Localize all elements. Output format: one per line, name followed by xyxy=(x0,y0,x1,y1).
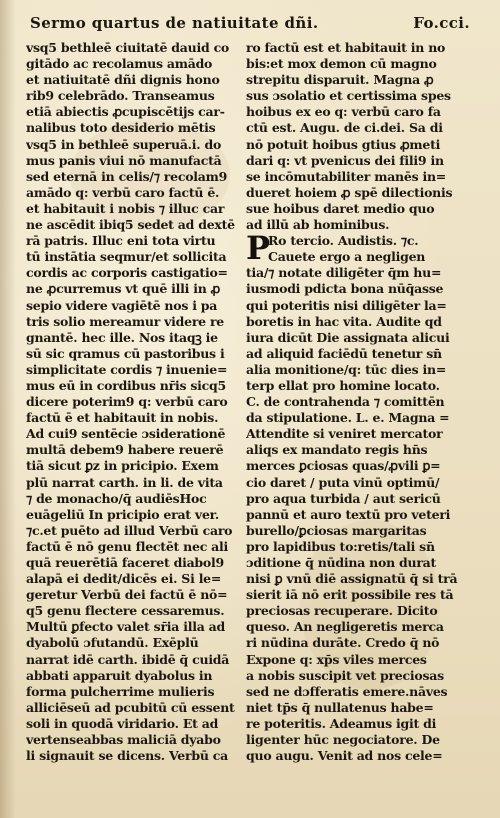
text-line: ri nūdina durāte. Credo q̄ nō xyxy=(246,635,440,651)
text-line: nisi ꝑ vnū diē assignatū q̄ si trā xyxy=(246,571,458,587)
running-head: Sermo quartus de natiuitate dñi. xyxy=(30,14,319,32)
text-line: abbati apparuit dyabolus in xyxy=(26,667,213,683)
text-line: et natiuitatē dñi dignis hono xyxy=(26,72,220,88)
text-line: ne ascēdit ibiq5 sedet ad dextē xyxy=(26,217,235,233)
text-line: Expone q: xp̄s viles merces xyxy=(246,651,427,667)
text-line: mus eū in cordibus nr̄is sicq5 xyxy=(26,377,226,393)
text-line: tris solio mereamur videre re xyxy=(26,313,225,329)
right-text-column xyxy=(246,40,464,796)
text-line-content: Ro tercio. Audistis. ⁊c. xyxy=(268,233,419,249)
folio-number: Fo.cci. xyxy=(413,14,470,32)
text-line: dueret hoiem ꝓ spē dilectionis xyxy=(246,184,453,200)
text-line: sus ɔsolatio et certissima spes xyxy=(246,88,451,104)
text-line: narrat idē carth. ibidē q̄ cuidā xyxy=(26,651,230,667)
text-line: boretis in hac vita. Audite qd xyxy=(246,313,442,329)
text-line: C. de contrahenda ⁊ comittēn xyxy=(246,394,445,410)
text-line: simplicitate cordis ⁊ inuenie= xyxy=(26,361,228,377)
text-line: euāgeliū In pricipio erat ver. xyxy=(26,506,219,522)
text-line: gitādo ac recolamus amādo xyxy=(26,56,213,72)
text-line: sed ne dɔfferatis emere.nāves xyxy=(246,683,448,699)
text-line: rā patris. Illuc eni tota virtu xyxy=(26,233,216,249)
text-line: li signauit se dicens. Verbū ca xyxy=(26,748,228,764)
text-line: aliqs ex mandato regis hn̄s xyxy=(246,442,428,458)
text-line: ne ꝓcurremus vt quē illi in ꝓ xyxy=(26,281,221,297)
text-line: ligenter hūc negociatore. De xyxy=(246,732,440,748)
text-line: vsq5 bethleē ciuitatē dauid co xyxy=(26,40,230,55)
text-line: factū ē et habitauit in nobis. xyxy=(26,410,219,426)
text-line: ad illū ab hominibus. xyxy=(246,217,390,233)
text-line: nō potuit hoibus gtius ꝓmeti xyxy=(246,136,441,152)
text-line: ctū est. Augu. de ci.dei. Sa di xyxy=(246,120,443,136)
text-line: alliciēseū ad pcubitū cū essent xyxy=(26,699,235,715)
text-line: amādo q: verbū caro factū ē. xyxy=(26,184,220,200)
text-line: pro aqua turbida / aut sericū xyxy=(246,490,441,506)
text-line: et habitauit i nobis ⁊ illuc car xyxy=(26,200,225,216)
text-line: quo augu. Venit ad nos cele= xyxy=(246,748,443,764)
text-line: Cauete ergo a negligen xyxy=(268,249,426,265)
text-line: ro factū est et habitauit in no xyxy=(246,40,446,55)
text-line: pro lapidibus to:retis/tali sn̄ xyxy=(246,538,435,554)
text-line: tia/⁊ notate diligēter q̄m hu= xyxy=(246,265,442,281)
text-line: quā reuerētiā faceret diabol9 xyxy=(26,555,224,570)
text-line: rib9 celebrādo. Transeamus xyxy=(26,88,215,104)
text-line: sepio videre vagiētē nos i pa xyxy=(26,297,218,313)
text-line: burello/ꝑciosas margaritas xyxy=(246,522,427,538)
text-line: Ad cui9 sentēcie ɔsiderationē xyxy=(26,426,226,442)
text-line: bis:et mox demon cū magno xyxy=(246,56,437,72)
text-line: sue hoibus daret medio quo xyxy=(246,200,435,216)
text-line: plū narrat carth. in li. de vita xyxy=(26,474,223,490)
text-line: iura dicūt Die assignata alicui xyxy=(246,329,450,345)
text-line: gnantē. hec ille. Nos itaqꝫ ie xyxy=(26,329,218,345)
text-line: dicere poterim9 q: verbū caro xyxy=(26,394,228,410)
text-line: terp ellat pro homine locato. xyxy=(246,377,440,393)
text-line: geretur Verbū dei factū ē nō= xyxy=(26,587,228,603)
text-line: tiā sicut ꝑz in pricipio. Exem xyxy=(26,458,219,474)
text-line: nalibus toto desiderio mētis xyxy=(26,120,216,136)
text-line: multā debem9 habere reuerē xyxy=(26,442,224,458)
text-line: dyabolū ɔfutandū. Exēplū xyxy=(26,635,199,651)
text-line: queso. An negligeretis merca xyxy=(246,619,444,635)
text-line: sed eternā in celis/⁊ recolam9 xyxy=(26,168,228,184)
text-line: mus panis viui nō manufactā xyxy=(26,152,222,168)
text-line: Multū ꝑfecto valet sr̄ia illa ad xyxy=(26,619,226,635)
text-line: factū ē nō genu flectēt nec ali xyxy=(26,538,228,554)
text-line: ad aliquid faciēdū tenetur sn̄ xyxy=(246,345,442,361)
text-line: tū instātia seqmur/et sollicita xyxy=(26,249,227,265)
text-line: vsq5 in bethleē superuā.i. do xyxy=(26,136,222,152)
text-line: vertenseabbas maliciā dyabo xyxy=(26,732,221,748)
text-line: da stipulatione. L. e. Magna = xyxy=(246,410,450,426)
text-line: sierit iā nō erit possibile res tā xyxy=(246,587,454,603)
text-line: etiā abiectis ꝓcupiscētijs car- xyxy=(26,104,225,120)
text-line: preciosas recuperare. Dicito xyxy=(246,603,438,619)
text-line: cio daret / puta vinū optimū/ xyxy=(246,474,440,490)
text-line: ⁊ de monacho/q̄ audiēsHoc xyxy=(26,490,207,506)
text-line: hoibus ex eo q: verbū caro fa xyxy=(246,104,441,120)
text-line: alia monitione/q: tūc dies in= xyxy=(246,361,447,377)
text-line: alapā ei dedit/dicēs ei. Si le= xyxy=(26,571,222,587)
text-line: merces ꝑciosas quas/ꝓvili ꝑ= xyxy=(246,458,441,474)
text-line: re poteritis. Adeamus igit di xyxy=(246,715,437,731)
text-line: pannū et auro textū pro veteri xyxy=(246,506,451,522)
text-line: a nobis suscipit vet preciosas xyxy=(246,667,444,683)
initial-capital-letter: P xyxy=(246,229,270,268)
text-line: iusmodi pdicta bona nūq̄asse xyxy=(246,281,444,297)
text-line: soli in quodā viridario. Et ad xyxy=(26,715,219,731)
page-header xyxy=(30,10,470,36)
text-line: Attendite si veniret mercator xyxy=(246,426,443,442)
left-text-column xyxy=(26,40,238,796)
text-line: forma pulcherrime mulieris xyxy=(26,683,215,699)
text-line: niet tp̄s q̄ nullatenus habe= xyxy=(246,699,434,715)
text-line: cordis ac corporis castigatio= xyxy=(26,265,228,281)
text-line: se incōmutabiliter manēs in= xyxy=(246,168,447,184)
text-line: q5 genu flectere cessaremus. xyxy=(26,603,225,619)
text-line: ⁊c.et puēto ad illud Verbū caro xyxy=(26,522,233,538)
binding-shadow xyxy=(0,0,16,818)
text-line: dari q: vt pvenicus dei fili9 in xyxy=(246,152,444,168)
text-line: strepitu disparuit. Magna ꝓ xyxy=(246,72,434,88)
text-line: ɔditione q̄ nūdina non durat xyxy=(246,555,437,570)
text-line: sū sic qramus cū pastoribus i xyxy=(26,345,225,361)
text-line: qui poteritis nisi diligēter la= xyxy=(246,297,447,313)
